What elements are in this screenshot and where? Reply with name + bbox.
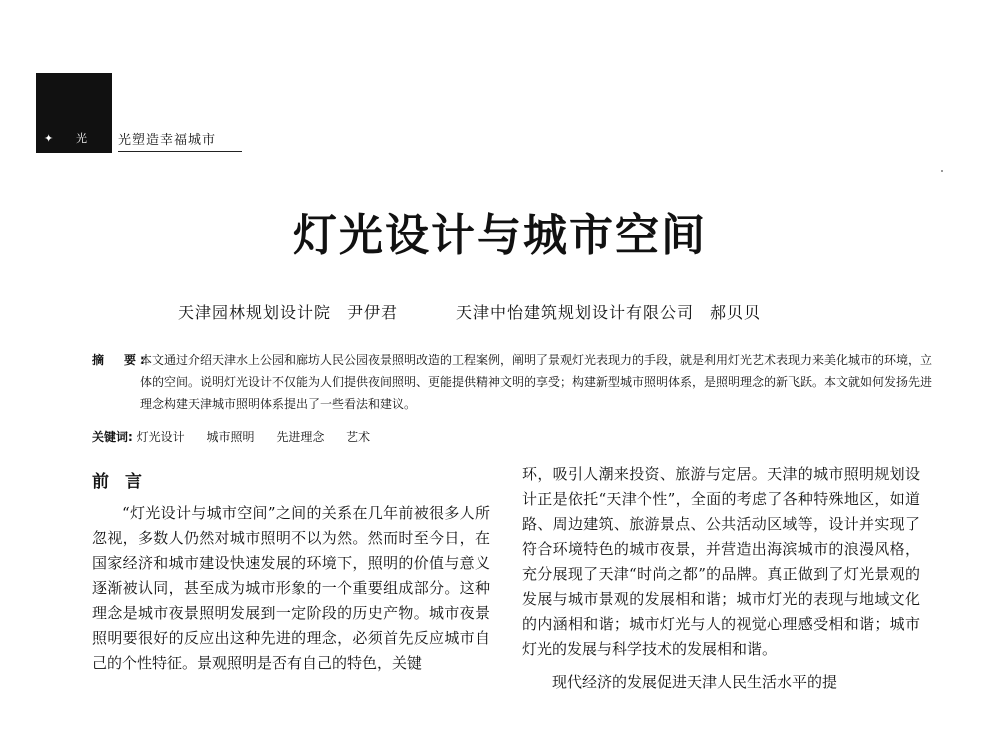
logo-text: 光 — [76, 132, 87, 145]
author-line — [178, 302, 878, 324]
author-affiliation: 天津中怡建筑规划设计有限公司 — [456, 303, 695, 322]
article-title: 灯光设计与城市空间 — [293, 210, 707, 261]
keyword: 先进理念 — [276, 430, 325, 444]
body-column-right — [522, 462, 920, 697]
author-name: 尹伊君 — [347, 303, 399, 322]
keywords-label: 关键词: — [92, 430, 133, 444]
keyword: 艺术 — [346, 430, 371, 444]
keyword: 城市照明 — [206, 430, 255, 444]
abstract-text: 本文通过介绍天津水上公园和廊坊人民公园夜景照明改造的工程案例，阐明了景观灯光表现力的手段，就是利用灯光艺术表现力来美化城市的环境，立体的空间。说明灯光设计不仅能为人们提供夜间照明、更能提供精神文明的享受；构建新型城市照明体系，是照明理念的新飞跃。本文就如何发扬先进理念构建天津城市照明体系提出了一些看法和建议。 — [140, 353, 933, 411]
abstract — [92, 349, 932, 415]
body-paragraph: 环，吸引人潮来投资、旅游与定居。天津的城市照明规划设计正是依托“天津个性”，全面的考虑了各种特殊地区，如道路、周边建筑、旅游景点、公共活动区域等，设计并实现了符合环境特色的城市夜景，并营造出海滨城市的浪漫风格，充分展现了天津“时尚之都”的品牌。真正做到了灯光景观的发展与城市景观的发展相和谐；城市灯光的表现与地域文化的内涵相和谐；城市灯光与人的视觉心理感受相和谐；城市灯光的发展与科学技术的发展相和谐。 — [522, 465, 920, 658]
author-name: 郝贝贝 — [710, 303, 762, 322]
keyword: 灯光设计 — [136, 430, 185, 444]
keywords — [92, 426, 932, 448]
abstract-label: 摘 要: — [92, 353, 149, 367]
logo-light-icon: ✦ — [44, 132, 54, 145]
body-paragraph: 现代经济的发展促进天津人民生活水平的提 — [552, 673, 838, 691]
body-column-left — [92, 462, 490, 678]
body-paragraph: “灯光设计与城市空间”之间的关系在几年前被很多人所忽视，多数人仍然对城市照明不以为然。然而时至今日，在国家经济和城市建设快速发展的环境下，照明的价值与意义逐渐被认同，甚至成为城市形象的一个重要组成部分。这种理念是城市夜景照明发展到一定阶段的历史产物。城市夜景照明要很好的反应出这种先进的理念，必须首先反应城市自己的个性特征。景观照明是否有自己的特色，关键 — [92, 504, 490, 672]
logo-block — [36, 73, 112, 153]
margin-dot — [941, 170, 943, 172]
author-affiliation: 天津园林规划设计院 — [178, 303, 332, 322]
section-heading: 前言 — [92, 472, 158, 492]
section-header: 光塑造幸福城市 — [118, 132, 242, 152]
